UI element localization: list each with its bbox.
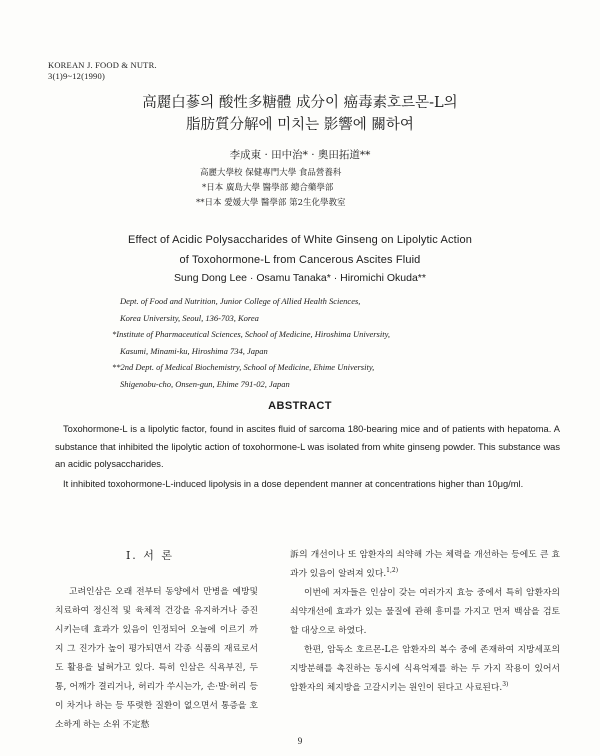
korean-affiliations [196,166,346,211]
english-affiliation: **2nd Dept. of Medical Biochemistry, School of Medicine, Ehime University, [112,362,375,373]
abstract-paragraph: It inhibited toxohormone-L-induced lipolysis in a dose dependent manner at concentrations higher than 10μg/ml. [63,478,524,489]
body-paragraph [290,641,560,698]
english-affiliation: *Institute of Pharmaceutical Sciences, School of Medicine, Hiroshima University, [112,329,391,340]
english-title [0,230,600,270]
korean-affiliation: 高麗大學校 保健專門大學 食品營養科 [200,168,342,178]
english-authors: Sung Dong Lee · Osamu Tanaka* · Hiromichi Okuda** [174,272,426,284]
abstract-body [55,421,560,493]
korean-title-line-1: 高麗白蔘의 酸性多糖體 成分이 癌毒素호르몬-L의 [142,95,458,111]
korean-affiliation: *日本 廣島大學 醫學部 總合藥學部 [202,183,334,193]
english-affiliation: Korea University, Seoul, 136-703, Korea [120,312,259,323]
korean-affiliation: **日本 愛媛大學 醫學部 第2生化學教室 [196,198,346,208]
english-affiliations [112,293,390,393]
english-affiliation: Dept. of Food and Nutrition, Junior College of Allied Health Sciences, [120,296,361,306]
body-column-right [290,546,560,698]
reference-marker: 1,2) [386,567,399,575]
korean-title-line-2: 脂肪質分解에 미치는 影響에 關하여 [186,117,414,133]
journal-volume: 3(1)9~12(1990) [48,71,105,81]
body-text: 訴의 개선이나 또 암환자의 쇠약해 가는 체력을 개선하는 등에도 큰 효과가 있음이 알려져 있다. [290,550,560,579]
english-title-line-1: Effect of Acidic Polysaccharides of White Ginseng on Lipolytic Action [128,234,472,246]
korean-authors: 李成東 · 田中治* · 奧田拓道** [229,149,371,161]
body-paragraph: 고려인삼은 오래 전부터 동양에서 만병을 예방및 치료하여 정신적 및 육체적 건강을 유지하거나 증진시키는데 효과가 있음이 인정되어 오늘에 이르기 까지 그 진가가 높이 평가되면서 각종 식품의 재료로서도 활용을 넓혀가고 있다. 특히 인삼은 식욕부진, 두통, 어깨가 결리거나, 허리가 쑤시는가, 손·발·허리 등이 차거나 하는 등 뚜렷한 질환이 없으면서 통증을 호소하게 하는 소위 不定愁 [55,587,258,730]
section-title: Ⅰ. 서 론 [125,549,175,562]
body-text: 한편, 암독소 호르몬-L은 암환자의 복수 중에 존재하여 지방세포의 지방분해를 촉진하는 동시에 식욕억제를 하는 두 가지 작용이 있어서 암환자의 체지방을 고갈시키는 원인이 된다고 사료된다. [290,645,560,693]
abstract-paragraph: Toxohormone-L is a lipolytic factor, found in ascites fluid of sarcoma 180-bearing mice and of patients with hepatoma. A substance that inhibited the lipolytic action of toxohormone-L was isolated from white ginseng powder. This substance was an acidic polysaccharides. [55,424,560,469]
reference-marker: 3) [502,681,509,689]
english-title-line-2: of Toxohormone-L from Cancerous Ascites Fluid [179,254,421,266]
journal-name: KOREAN J. FOOD & NUTR. [48,60,157,70]
page-number: 9 [297,736,303,746]
body-paragraph [290,546,560,584]
journal-citation [48,60,157,82]
body-paragraph: 이번에 저자들은 인삼이 갖는 여러가지 효능 중에서 특히 암환자의 쇠약개선에 효과가 있는 물질에 관해 흥미를 가지고 먼저 백삼을 검토할 대상으로 하였다. [290,588,560,636]
korean-title [0,92,600,136]
body-column-left [55,583,258,735]
english-affiliation: Shigenobu-cho, Onsen-gun, Ehime 791-02, Japan [120,378,290,389]
abstract-heading: ABSTRACT [268,400,332,412]
english-affiliation: Kasumi, Minami-ku, Hiroshima 734, Japan [120,345,268,356]
